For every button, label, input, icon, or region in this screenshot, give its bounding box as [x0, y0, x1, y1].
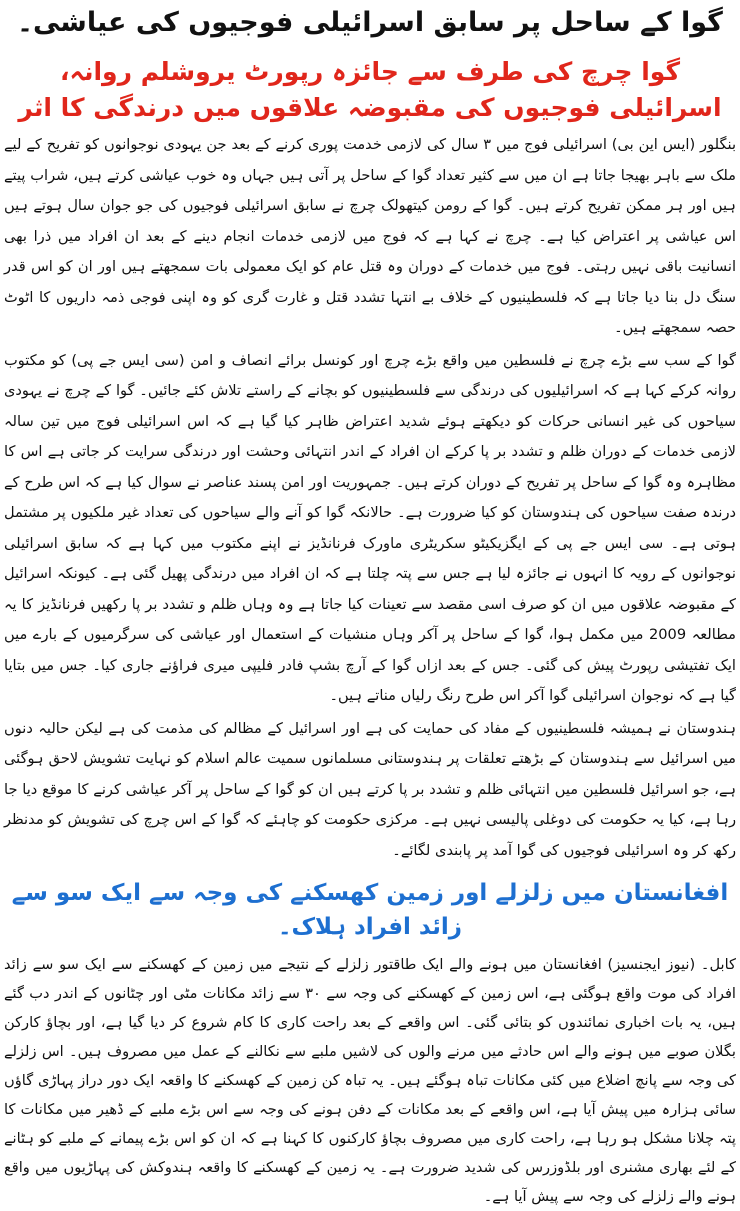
article-body	[4, 130, 736, 866]
second-article-body	[4, 950, 736, 1211]
main-headline: گوا کے ساحل پر سابق اسرائیلی فوجیوں کی عیاشی۔	[17, 7, 723, 38]
article-paragraph: بنگلور (ایس این بی) اسرائیلی فوج میں ۳ سال کی لازمی خدمت پوری کرنے کے بعد جن یہودی نوجوانوں کو تفریح کے لیے ملک سے باہر بھیجا جاتا ہے ان میں سے کثیر تعداد گوا کے ساحل پر آتی ہیں جہاں وہ خوب عیاشی کرتے ہیں، شراب پیتے ہیں اور ہر ممکن تفریح کرتے ہیں۔ گوا کے رومن کیتھولک چرچ نے سابق اسرائیلی فوجیوں کی جو جوان سال ہوتے ہیں اس عیاشی پر اعتراض کیا ہے۔ چرچ نے کہا ہے کہ فوج میں لازمی خدمات انجام دینے کے بعد ان افراد میں ذرا بھی انسانیت باقی نہیں رہتی۔ فوج میں خدمات کے دوران وہ قتل عام کو ایک معمولی بات سمجھتے ہیں اور ان کو اس قدر سنگ دل بنا دیا جاتا ہے کہ فلسطینیوں کے خلاف بے انتہا تشدد قتل و غارت گری کو وہ اپنی فوجی ذمہ داریوں کا اٹوٹ حصہ سمجھتے ہیں۔	[4, 136, 737, 336]
sub-headline: گوا چرچ کی طرف سے جائزہ رپورٹ یروشلم روانہ، اسرائیلی فوجیوں کی مقبوضہ علاقوں میں درندگی کا اثر	[18, 57, 722, 122]
article-paragraph: کابل۔ (نیوز ایجنسیز) افغانستان میں ہونے والے ایک طاقتور زلزلے کے نتیجے میں زمین کے کھسکنے سے ایک سو سے زائد افراد کی موت واقع ہوگئی ہے، اس زمین کے کھسکنے کی وجہ سے ۳۰ سے زائد مکانات مٹی اور چٹانوں کے اندر دب گئے ہیں، یہ بات اخباری نمائندوں کو بتائی گئی۔ اس واقعے کے بعد راحت کاری کا کام شروع کر دیا گیا ہے، اور بچاؤ کارکن بگلان صوبے میں ہونے والے اس حادثے میں مرنے والوں کی لاشیں ملبے سے نکالنے کے عمل میں مصروف ہیں۔ اس زلزلے کی وجہ سے پانچ اضلاع میں کئی مکانات تباہ ہوگئے ہیں۔ یہ تباہ کن زمین کے کھسکنے کا واقعہ ایک دور دراز پہاڑی گاؤں سائی ہزارہ میں پیش آیا ہے، اس واقعے کے بعد مکانات کے دفن ہونے کی وجہ سے اس بڑے ملبے کے ڈھیر میں مکانات کا پتہ چلانا مشکل ہو رہا ہے، راحت کاری میں مصروف بچاؤ کارکنوں کا کہنا ہے کہ ان کو اس بڑے پیمانے کے ملبے کو ہٹانے کے لئے بھاری مشنری اور بلڈوزرس کی شدید ضرورت ہے۔ یہ زمین کے کھسکنے کا واقعہ ہندوکش کی پہاڑیوں میں واقع ہونے والے زلزلے کی وجہ سے پیش آیا ہے۔	[4, 956, 736, 1205]
article-paragraph: ہندوستان نے ہمیشہ فلسطینیوں کے مفاد کی حمایت کی ہے اور اسرائیل کے مظالم کی مذمت کی ہے لیکن حالیہ دنوں میں اسرائیل سے ہندوستان کے بڑھتے تعلقات پر ہندوستانی مسلمانوں سمیت عالم اسلام کو نہایت تشویش لاحق ہوگئی ہے، جو اسرائیل فلسطین میں انتہائی ظلم و تشدد بر پا کرتے ہیں ان کو گوا کے ساحل پر آکر عیاشی کرنے کا موقع دیا جا رہا ہے، کیا یہ حکومت کی دوغلی پالیسی نہیں ہے۔ مرکزی حکومت کو چاہئے کہ گوا کے اس چرچ کی تشویش کو مدنظر رکھ کر وہ اسرائیلی فوجیوں کی گوا آمد پر پابندی لگائے۔	[4, 719, 736, 859]
second-article-headline: افغانستان میں زلزلے اور زمین کھسکنے کی وجہ سے ایک سو سے زائد افراد ہلاک۔	[11, 880, 729, 940]
article-paragraph: گوا کے سب سے بڑے چرچ نے فلسطین میں واقع بڑے چرچ اور کونسل برائے انصاف و امن (سی ایس جے پی) کو مکتوب روانہ کرکے کہا ہے کہ اسرائیلیوں کی درندگی سے فلسطینیوں کو بچانے کے راستے تلاش کئے جائیں۔ گوا کے چرچ نے یہودی سیاحوں کی غیر انسانی حرکات کو دیکھتے ہوئے شدید اعتراض ظاہر کیا گیا ہے کہ اس اسرائیلی فوج میں تین سالہ لازمی خدمات کے دوران ظلم و تشدد بر پا کرکے ان افراد کے اندر انتہائی وحشت اور درندگی سرایت کر جاتی ہے اس کا مظاہرہ وہ گوا کے ساحل پر تفریح کے دوران کرتے ہیں۔ جمہوریت اور امن پسند عناصر نے سوال کیا ہے کہ اس طرح کے درندہ صفت سیاحوں کی ہندوستان کو کیا ضرورت ہے۔ حالانکہ گوا کو آنے والے سیاحوں کی تعداد غیر ملکیوں پر مشتمل ہوتی ہے۔ سی ایس جے پی کے ایگزیکیٹو سکریٹری ماورک فرنانڈیز نے اپنے مکتوب میں کہا ہے کہ سابق اسرائیلی نوجوانوں کے رویہ کا انہوں نے جائزہ لیا ہے جس سے پتہ چلتا ہے کہ ان افراد میں درندگی پھیل گئی ہے۔ کیونکہ اسرائیل کے مقبوضہ علاقوں میں ان کو صرف اسی مقصد سے تعینات کیا جاتا ہے وہ وہاں ظلم و تشدد بر پا رکھیں فرنانڈیز کا یہ مطالعہ 2009 میں مکمل ہوا، گوا کے ساحل پر آکر وہاں منشیات کے استعمال اور عیاشی کی سرگرمیوں کے بارے میں ایک تفتیشی رپورٹ پیش کی گئی۔ جس کے بعد ازاں گوا کے آرچ بشپ فادر فلیپی میری فراؤنے جاری کیا۔ جس میں بتایا گیا ہے کہ نوجوان اسرائیلی گوا آکر اس طرح رنگ رلیاں مناتے ہیں۔	[4, 351, 736, 704]
